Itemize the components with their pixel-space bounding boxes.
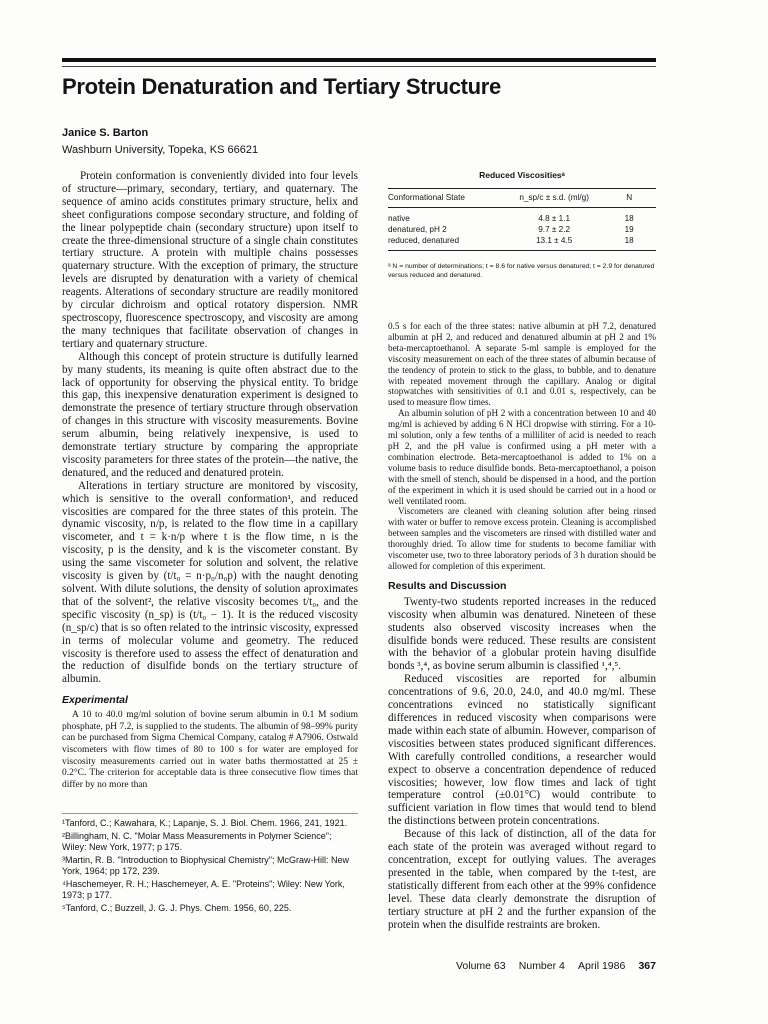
table-cell: 4.8 ± 1.1 [538, 214, 571, 223]
journal-volume: Volume 63 [456, 960, 506, 972]
intro-paragraph: Although this concept of protein structure is dutifully learned by many students, its meaning is quite often abstract due to the lack of opportunity for observing the physical entity. To bridge this gap, this inexpensive denaturation experiment is designed to demonstrate the presence of tertiary structure through observation of changes in this structure with viscosity measurements. Bovine serum albumin, being relatively inexpensive, is used to demonstrate tertiary structure by comparing the appropriate viscosity parameters for three states of the protein—the native, the denatured, and the reduced and denatured protein. [62, 350, 358, 479]
results-heading: Results and Discussion [388, 579, 507, 592]
table-row [388, 208, 656, 225]
table-header: Conformational State [388, 189, 506, 208]
author-affiliation: Washburn University, Topeka, KS 66621 [62, 144, 259, 156]
table-cell: reduced, denatured [388, 235, 506, 251]
table-cell: 18 [624, 214, 634, 223]
footnote: ²Billingham, N. C. "Molar Mass Measurements in Polymer Science"; Wiley: New York, 1977; p 175. [62, 830, 332, 852]
table-cell: 13.1 ± 4.5 [506, 235, 602, 251]
journal-number: Number 4 [518, 960, 565, 972]
table-cell: denatured, pH 2 [388, 225, 447, 234]
right-column [388, 321, 656, 931]
table-header: n_sp/c ± s.d. (ml/g) [506, 189, 602, 208]
page-number: 367 [638, 960, 656, 972]
footnotes [62, 813, 358, 915]
intro-paragraph: Alterations in tertiary structure are monitored by viscosity, which is sensitive to the overall conformation¹, and reduced viscosities are compared for the three states of this protein. The dynamic viscosity, n/p, is related to the flow time in a capillary viscometer, and t = k·n/p where t is the flow time, n is the viscosity, p is the density, and k is the viscometer constant. By using the same viscometer for solution and solvent, the relative viscosity is given by (t/t₀ = n·p₀/n₀p) with the naught denoting solvent. With dilute solutions, the density of solution aproximates that of the solvent², the relative viscosity becomes t/t₀, and the specific viscosity (n_sp) is (t/t₀ − 1). It is the reduced viscosity (n_sp/c) that is so often related to the intrinsic viscosity, expressed in terms of molecular volume and geometry. The reduced viscosity is therefore used to assess the effect of denaturation and the reduction of disulfide bonds on the tertiary structure of albumin. [62, 479, 358, 686]
table-cell: native [388, 214, 410, 223]
article-title: Protein Denaturation and Tertiary Structure [62, 74, 501, 99]
table-cell: 18 [602, 235, 656, 251]
footnote: ¹Tanford, C.; Kawahara, K.; Lapanje, S. J. Biol. Chem. 1966, 241, 1921. [62, 818, 348, 828]
method-paragraph: An albumin solution of pH 2 with a concentration between 10 and 40 mg/ml is achieved by adding 6 N HCl dropwise with stirring. For a 10-ml solution, only a few tenths of a milliliter of acid is needed to reach pH 2, and the pH value is confirmed using a pH meter with a combination electrode. Beta-mercaptoethanol is added to 1% on a volume basis to reduce disulfide bonds. Beta-mercaptoethanol, a poison with the smell of stench, should be dispensed in a hood, and the portion of the experiment in which it is used should be carried out in a hood or well ventilated room. [388, 408, 656, 506]
results-paragraph: Because of this lack of distinction, all of the data for each state of the protein was averaged without regard to concentration, except for outlying values. The averages presented in the table, when compared by the t-test, are statistically different from each other at the 99% confidence level. These data clearly demonstrate the disruption of tertiary structure at pH 2 and the further expansion of the protein when the disulfide restraints are broken. [388, 828, 656, 931]
experimental-paragraph: A 10 to 40.0 mg/ml solution of bovine serum albumin in 0.1 M sodium phosphate, pH 7.2, is supplied to the students. The albumin of 98–99% purity can be purchased from Sigma Chemical Company, catalog # A7906. Ostwald viscometers with flow times of 80 to 100 s for water are employed for viscosity measurements carried out in water baths thermostatted at 25 ± 0.2°C. The criterion for acceptable data is three consecutive flow times that differ by no more than [62, 710, 358, 790]
viscosity-table [388, 188, 656, 251]
left-column [62, 170, 358, 791]
author-name: Janice S. Barton [62, 127, 149, 139]
method-paragraph: Viscometers are cleaned with cleaning solution after being rinsed with water or buffer to remove excess protein. Cleaning is accomplished between samples and the viscometers are rinsed with distilled water and thoroughly dried. To allow time for students to become familiar with viscometer use, two to three laboratory periods of 3 h duration should be allowed for completion of this experiment. [388, 506, 656, 571]
results-paragraph: Reduced viscosities are reported for albumin concentrations of 9.6, 20.0, 24.0, and 40.0 mg/ml. These concentrations evinced no statistically significant differences in reduced viscosity when comparisons were made within each state of albumin. However, comparison of viscosities between states produced significant differences. With carefully controlled conditions, a researcher would expect to observe a concentration dependence of reduced viscosities; however, low flow times and lack of tight temperature control (±0.01°C) would contribute to sufficient variation in flow times that would tend to blend the distinctions between protein concentrations. [388, 673, 656, 828]
table-row [388, 224, 656, 235]
footnote: ³Martin, R. B. "Introduction to Biophysical Chemistry"; McGraw-Hill: New York, 1964; pp 172, 239. [62, 854, 349, 876]
journal-date: April 1986 [578, 960, 626, 972]
table-title: Reduced Viscositiesᵃ [479, 170, 565, 180]
footnote: ⁴Haschemeyer, R. H.; Haschemeyer, A. E. "Proteins"; Wiley: New York, 1973; p 177. [62, 878, 345, 900]
table-cell: 9.7 ± 2.2 [538, 225, 571, 234]
method-section [388, 321, 656, 572]
experimental-heading: Experimental [62, 694, 128, 707]
footnote: ⁵Tanford, C.; Buzzell, J. G. J. Phys. Chem. 1956, 60, 225. [62, 902, 292, 913]
table-row [388, 235, 656, 251]
table-header: N [602, 189, 656, 208]
results-section [388, 596, 656, 932]
table-footnote: ᵃ N = number of determinations; t = 8.6 for native versus denatured; t = 2.9 for denatured versus reduced and denatured. [388, 263, 655, 279]
viscosity-table-block [388, 170, 656, 280]
page-footer [456, 960, 656, 972]
table-cell: 19 [624, 225, 634, 234]
header-rule-thin [62, 66, 656, 67]
intro-paragraph: Protein conformation is conveniently divided into four levels of structure—primary, secondary, tertiary, and quaternary. The sequence of amino acids constitutes primary structure, helix and sheet configurations compose secondary structure, and folding of the linear polypeptide chain (secondary structure) upon itself to create the three-dimensional structure of a single chain constitutes tertiary structure. A protein with multiple chains possesses quaternary structure. With the exception of primary, the structure levels are disrupted by denaturation with a variety of chemical reagents. Alterations of secondary structure are readily monitored by circular dichroism and optical rotatory dispersion. NMR spectroscopy, fluorescence spectroscopy, and viscosity are among the many techniques that facilitate observation of changes in tertiary and quaternary structure. [62, 170, 358, 350]
header-rule-thick [62, 58, 656, 62]
results-paragraph: Twenty-two students reported increases in the reduced viscosity when albumin was denatured. Nineteen of these students also observed viscosity increases when the disulfide bonds were reduced. These results are consistent with the behavior of a globular protein having disulfide bonds ³,⁴, as bovine serum albumin is classified ¹,⁴,⁵. [388, 595, 656, 673]
experimental-section [62, 710, 358, 791]
method-paragraph: 0.5 s for each of the three states: native albumin at pH 7.2, denatured albumin at pH 2, and reduced and denatured albumin at pH 2 and 1% beta-mercaptoethanol. A separate 5-ml sample is employed for the viscosity measurement on each of the three states of albumin because of the tendency of protein to stick to the glass, to bubble, and to denature with repeated movement through the capillary. Analog or digital stopwatches with sensitivities of 0.1 and 0.01 s, respectively, can be used to measure flow times. [388, 321, 656, 408]
